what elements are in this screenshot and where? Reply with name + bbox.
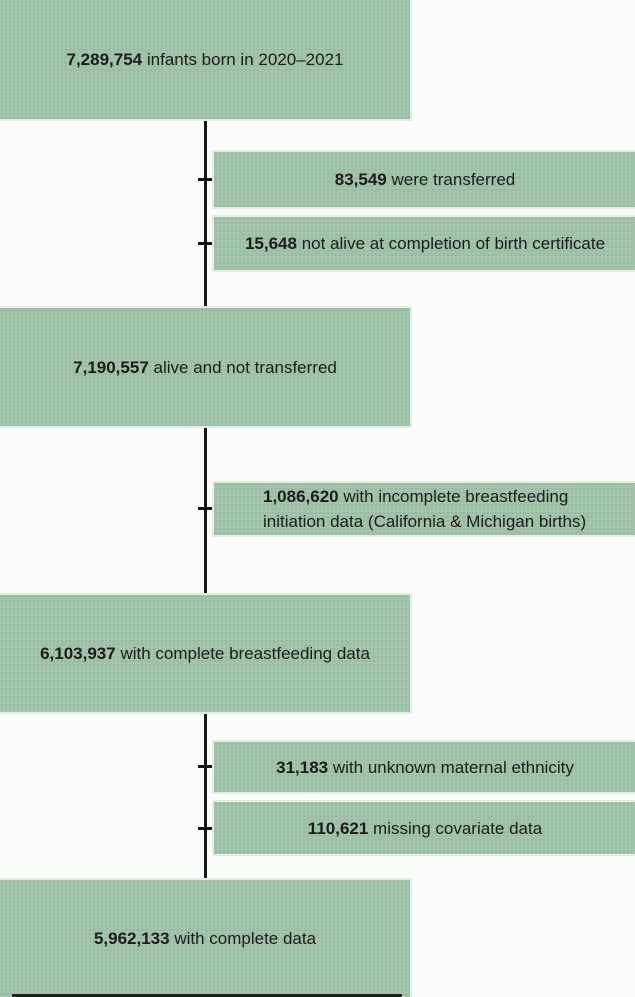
count-value: 7,289,754 <box>66 50 143 69</box>
count-label: with unknown maternal ethnicity <box>332 757 574 777</box>
connector-tick-incomplete-breastfeeding <box>198 507 212 510</box>
excl-box-text <box>335 167 516 192</box>
flow-box-complete-data <box>0 878 412 997</box>
excl-box-incomplete-breastfeeding <box>212 481 635 537</box>
count-label: with complete breastfeeding data <box>120 644 370 663</box>
count-value: 5,962,133 <box>93 929 170 948</box>
count-value: 110,621 <box>307 818 369 838</box>
connector-tick-missing-covariate <box>198 827 212 830</box>
count-label: with incomplete breastfeeding initiation data (California & Michigan births) <box>263 487 587 531</box>
connector-tick-not-alive <box>198 242 212 245</box>
count-label: missing covariate data <box>373 818 543 838</box>
count-label: were transferred <box>391 170 516 189</box>
excl-box-missing-covariate <box>212 800 635 856</box>
count-value: 6,103,937 <box>40 644 116 663</box>
flow-box-text <box>94 926 316 951</box>
count-label: infants born in 2020–2021 <box>146 50 344 69</box>
count-label: alive and not transferred <box>153 357 337 377</box>
excl-box-text <box>263 484 633 534</box>
connector-tick-unknown-ethnicity <box>198 765 212 768</box>
count-value: 7,190,557 <box>73 357 149 377</box>
flow-box-complete-breastfeeding-data <box>0 593 412 714</box>
excl-box-unknown-ethnicity <box>212 740 635 794</box>
count-value: 1,086,620 <box>263 487 339 506</box>
flow-box-text <box>67 47 344 72</box>
count-label: not alive at completion of birth certificate <box>301 234 606 253</box>
excl-box-not-alive <box>212 215 635 272</box>
excl-box-text <box>308 816 542 841</box>
count-value: 15,648 <box>244 234 297 253</box>
count-value: 31,183 <box>276 757 329 777</box>
flow-box-text <box>73 355 337 380</box>
count-value: 83,549 <box>334 170 387 189</box>
excl-box-text <box>276 755 574 780</box>
connector-tick-transferred <box>198 178 212 181</box>
flow-box-alive-not-transferred <box>0 306 412 428</box>
excl-box-transferred <box>212 150 635 209</box>
count-label: with complete data <box>174 929 317 948</box>
excl-box-text <box>245 231 605 256</box>
flow-box-text <box>40 641 370 666</box>
flow-box-infants-born <box>0 0 412 121</box>
